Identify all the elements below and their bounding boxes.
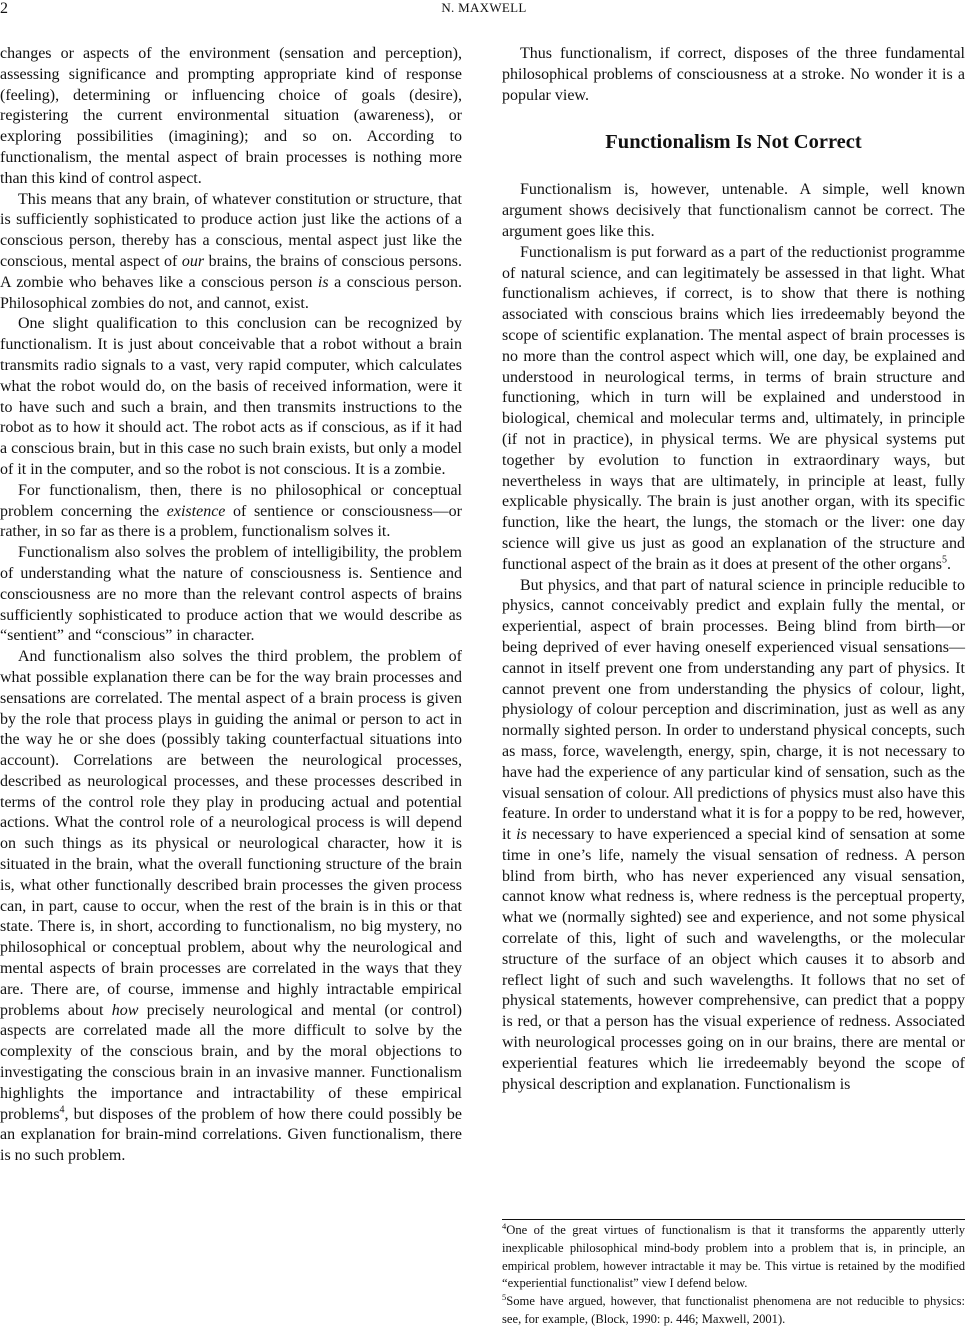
text-run: Functionalism is put forward as a part of the reductionist programme of natural science, and can legitimately be assessed in that light. What functionalism achieves, if correct, is to show that there is nothing associated with conscious brains which lies irredeemably beyond the scope of scientific explanation. The mental aspect of brain processes is no more than the control aspect which will, one day, be explained and understood in neurological terms, in terms of brain structure and functioning, which in turn will be explained and understood in biological, chemical and molecular terms and, ultimately, in principle (if not in practice), in physical terms. We are physical systems put together by evolution to function in extraordinary ways, but nevertheless in ways that are ultimately, in principle at least, fully explicable physically. The brain is just another organ, with its specific function, like the heart, the lungs, the stomach or the liver: one day science will give us just as good an explanation of the structure and functional aspect of the brain as it does at present of the other organs — [502, 243, 965, 573]
footnote-marker: 4 — [59, 1104, 65, 1116]
footnote-marker: 5 — [942, 554, 948, 566]
text-run: of sentience or consciousness—or rather, in so far as there is a problem, functionalism solves it. — [0, 502, 462, 541]
footnotes — [502, 1219, 965, 1329]
paragraph — [0, 647, 462, 1167]
text-run: Functionalism is, however, untenable. A simple, well known argument shows decisively that functionalism cannot be correct. The argument goes like this. — [502, 181, 965, 240]
paragraph — [502, 180, 965, 242]
text-run: For functionalism, then, there is no philosophical or conceptual problem concerning the — [0, 481, 462, 520]
text-run: Thus functionalism, if correct, disposes of the three fundamental philosophical problems of consciousness at a stroke. No wonder it is a popular view. — [502, 45, 965, 104]
emphasis: how — [111, 1001, 139, 1019]
paragraph — [0, 481, 462, 543]
text-run: Some have argued, however, that functionalist phenomena are not reducible to physics: see, for example, (Block, 1990: p. 446; Maxwell, 2001). — [502, 1294, 965, 1326]
emphasis: our — [181, 252, 205, 270]
paragraph — [0, 44, 462, 190]
footnote-marker: 5 — [502, 1292, 507, 1302]
paragraph — [502, 576, 965, 1096]
text-run: a conscious person. Philosophical zombies do not, and cannot, exist. — [0, 273, 463, 312]
text-run: necessary to have experienced a special kind of sensation at some time in one’s life, namely the visual sensation of redness. A person blind from birth, who has never experienced any visual sensation, cannot know what redness is, where redness is the perceptual property, what we (normally sighted) see and experience, and not some physical correlate of this, light of such and wavelengths, or the molecular structure of the surface of an object which causes it to absorb and reflect light of such and such wavelengths. It follows that no set of physical statements, however comprehensive, can predict that a poppy is red, or that a person has the visual experience of redness. Associated with neurological processes going on in our brains, there are mental or experiential features which lie irredeemably beyond the scope of physical description and explanation. Functionalism is — [502, 826, 966, 1093]
text-run: And functionalism also solves the third problem, the problem of what possible explanation there can be for the way brain processes and sensations are correlated. The mental aspect of a brain process is given by the role that process plays in guiding the animal or person to act in the way he or she does (possibly taking counterfactual situations into account). Correlations are between the neurological processes, described as neurological processes, and these processes described in terms of the control role they play in producing actual and potential actions. What the control role of a neurological process is will depend on such things as its physical or neurological character, how it is situated in the brain, what the overall functioning structure of the brain is, what other functionally described brain processes the given process can, in part, cause to occur, when the rest of the brain is in this or that state. There is, in short, according to functionalism, no big mystery, no philosophical or conceptual problem, about why the neurological and mental aspects of brain processes are correlated in the ways that they are. There are, of course, immense and highly intractable empirical problems about — [0, 648, 462, 1019]
emphasis: is — [516, 826, 527, 844]
paragraph — [0, 314, 462, 480]
footnote — [502, 1222, 965, 1293]
emphasis: is — [317, 273, 329, 291]
section-heading: Functionalism Is Not Correct — [605, 131, 862, 154]
paragraph — [0, 190, 462, 315]
left-column — [0, 44, 462, 1167]
text-run: changes or aspects of the environment (sensation and perception), assessing significance and prompting appropriate kind of response (feeling), determining or influencing choice of goals (desire), registering the current environmental situation (awareness), or exploring possibilities (imagining); and so on. According to functionalism, the mental aspect of brain processes is nothing more than this kind of control aspect. — [0, 45, 462, 187]
paragraph — [502, 243, 965, 576]
footnote-marker: 4 — [502, 1220, 507, 1231]
right-body — [502, 180, 965, 1095]
text-run: brains, the brains of conscious persons. A zombie who behaves like a conscious person — [0, 252, 463, 291]
paragraph — [0, 543, 462, 647]
text-run: , but disposes of the problem of how there could possibly be an explanation for brain-mind correlations. Given functionalism, there is no such problem. — [0, 1105, 462, 1165]
right-column — [502, 44, 965, 1095]
paragraph — [502, 44, 965, 106]
page-number: 2 — [0, 0, 8, 17]
text-run: One of the great virtues of functionalism is that it transforms the apparently utterly inexplicable philosophical mind-body problem into a problem that is, in principle, an empirical problem, however intractable it may be. This virtue is retained by the modified “experiential functionalist” view I defend below. — [502, 1223, 965, 1291]
text-run: precisely neurological and mental (or control) aspects are correlated made all the more difficult to solve by the complexity of the conscious brain, and by the moral objections to investigating the conscious brain in an invasive manner. Functionalism highlights the importance and intractability of these empirical problems — [0, 1001, 462, 1123]
emphasis: existence — [166, 502, 226, 520]
text-run: But physics, and that part of natural science in principle reducible to physics, cannot conceivably predict and explain fully the mental, or experiential, aspect of brain processes. Being blind from birth—or being deprived of ever having oneself experienced visual sensations—cannot in itself prevent one from understanding any part of physics. It cannot prevent one from understanding the physics of colour, light, physiology of colour perception and discrimination, just as well as any normally sighted person. In order to understand physical concepts, such as mass, force, wavelength, energy, spin, charge, it is not necessary to have had the experience of any particular kind of sensation, such as the visual sensation of colour. All predictions of physics must also have this feature. In order to understand what it is for a poppy to be red, however, it — [502, 576, 965, 844]
text-run: One slight qualification to this conclusion can be recognized by functionalism. It is just about conceivable that a robot without a brain transmits radio signals to a vast, very rapid computer, which calculates what the robot would do, on the basis of received information, were it to have such and such a brain, and then transmits instructions to the robot as to how it should act. The robot acts as if conscious, as if it had a conscious brain, but in this case no such brain exists, but only a model of it in the computer, and so the robot is not conscious. It is a zombie. — [0, 315, 462, 478]
text-run: Functionalism also solves the problem of intelligibility, the problem of understanding what the nature of consciousness is. Sentience and consciousness are no more than the relevant control aspects of brains sufficiently sophisticated to produce action that we would describe as “sentient” and “conscious” in character. — [0, 544, 462, 645]
right-intro — [502, 44, 965, 106]
text-run: This means that any brain, of whatever constitution or structure, that is sufficiently sophisticated to produce action just like the actions of a conscious person, thereby has a conscious, mental aspect just like the conscious, mental aspect of — [0, 190, 462, 270]
text-run: . — [947, 555, 952, 573]
running-head: N. MAXWELL — [441, 0, 527, 15]
footnote — [502, 1293, 965, 1329]
